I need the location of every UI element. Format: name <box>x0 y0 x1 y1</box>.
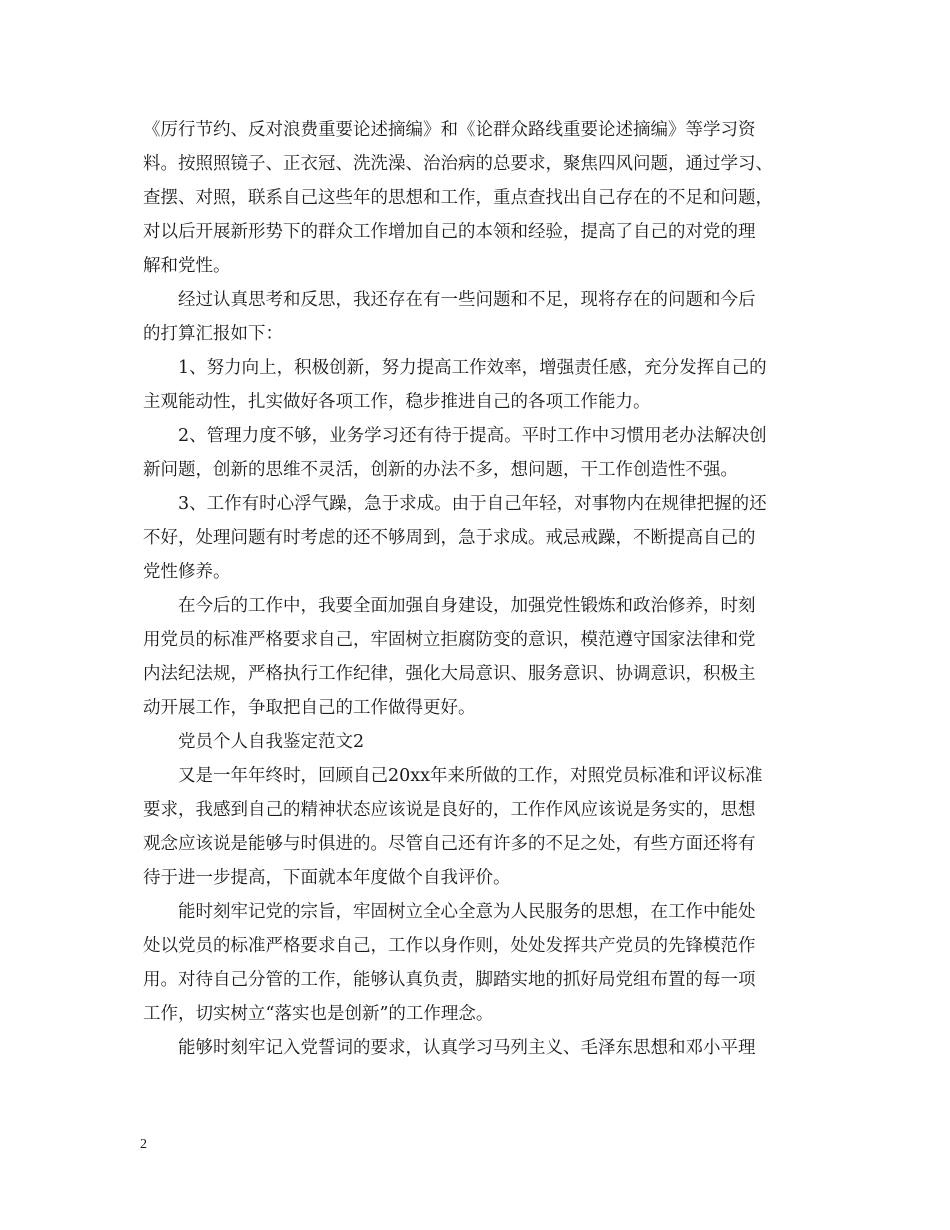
text-line: 党性修养。 <box>143 562 231 582</box>
text-line: 用党员的标准严格要求自己，牢固树立拒腐防变的意识，模范遵守国家法律和党 <box>143 630 756 650</box>
text-line: 工作，切实树立“落实也是创新”的工作理念。 <box>143 1004 494 1024</box>
text-line: 3、工作有时心浮气躁，急于求成。由于自己年轻，对事物内在规律把握的还 <box>178 494 767 514</box>
text-line: 经过认真思考和反思，我还存在有一些问题和不足，现将存在的问题和今后 <box>178 290 756 310</box>
text-line: 查摆、对照，联系自己这些年的思想和工作，重点查找出自己存在的不足和问题， <box>143 188 773 208</box>
text-line: 内法纪法规，严格执行工作纪律，强化大局意识、服务意识、协调意识，积极主 <box>143 664 756 684</box>
text-line: 《厉行节约、反对浪费重要论述摘编》和《论群众路线重要论述摘编》等学习资 <box>143 120 756 140</box>
text-line: 的打算汇报如下： <box>143 324 283 344</box>
text-line: 动开展工作，争取把自己的工作做得更好。 <box>143 698 476 718</box>
text-line: 主观能动性，扎实做好各项工作，稳步推进自己的各项工作能力。 <box>143 392 651 412</box>
text-line: 对以后开展新形势下的群众工作增加自己的本领和经验，提高了自己的对党的理 <box>143 222 756 242</box>
text-line: 料。按照照镜子、正衣冠、洗洗澡、治治病的总要求，聚焦四风问题，通过学习、 <box>143 154 773 174</box>
text-line: 用。对待自己分管的工作，能够认真负责，脚踏实地的抓好局党组布置的每一项 <box>143 970 756 990</box>
text-line: 又是一年年终时，回顾自己20xx年来所做的工作，对照党员标准和评议标准 <box>178 766 763 786</box>
text-line: 能够时刻牢记入党誓词的要求，认真学习马列主义、毛泽东思想和邓小平理 <box>178 1038 756 1058</box>
text-line: 能时刻牢记党的宗旨，牢固树立全心全意为人民服务的思想，在工作中能处 <box>178 902 756 922</box>
text-line: 待于进一步提高，下面就本年度做个自我评价。 <box>143 868 511 888</box>
text-line: 处以党员的标准严格要求自己，工作以身作则，处处发挥共产党员的先锋模范作 <box>143 936 756 956</box>
text-line: 解和党性。 <box>143 256 231 276</box>
text-line: 在今后的工作中，我要全面加强自身建设，加强党性锻炼和政治修养，时刻 <box>178 596 756 616</box>
text-line: 观念应该说是能够与时俱进的。尽管自己还有许多的不足之处，有些方面还将有 <box>143 834 756 854</box>
page-number: 2 <box>140 1137 147 1152</box>
text-line: 党员个人自我鉴定范文2 <box>178 732 365 752</box>
text-line: 要求，我感到自己的精神状态应该说是良好的，工作作风应该说是务实的，思想 <box>143 800 756 820</box>
text-line: 2、管理力度不够，业务学习还有待于提高。平时工作中习惯用老办法解决创 <box>178 426 767 446</box>
text-line: 新问题，创新的思维不灵活，创新的办法不多，想问题，干工作创造性不强。 <box>143 460 738 480</box>
text-line: 1、努力向上，积极创新，努力提高工作效率，增强责任感，充分发挥自己的 <box>178 358 767 378</box>
text-line: 不好，处理问题有时考虑的还不够周到，急于求成。戒忌戒躁，不断提高自己的 <box>143 528 756 548</box>
